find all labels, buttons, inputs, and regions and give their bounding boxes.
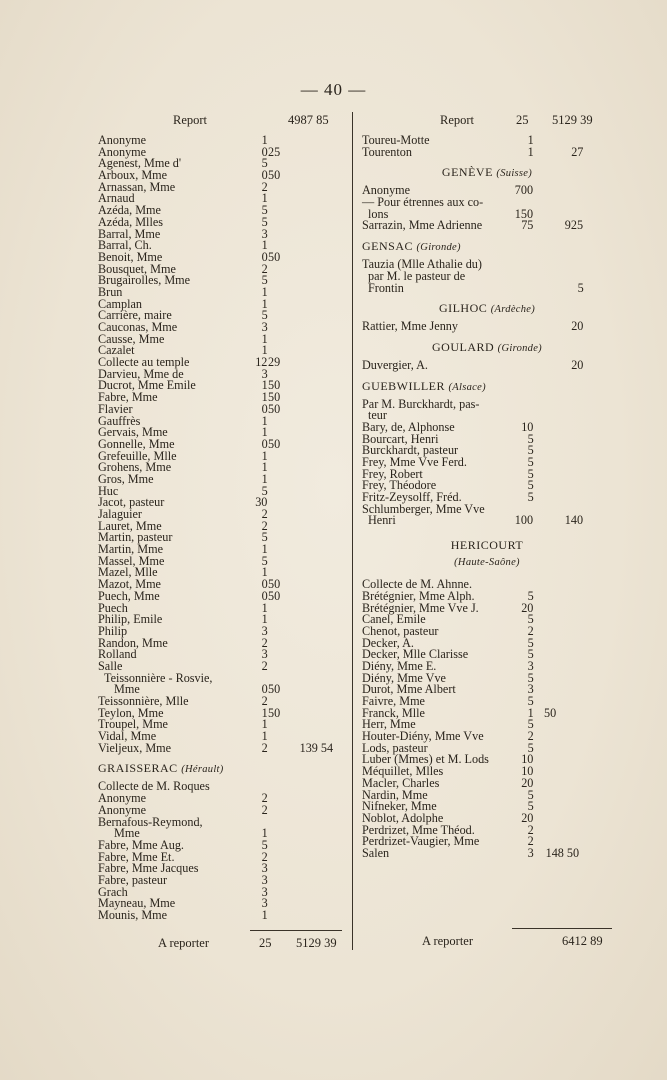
donor-name: Arboux, Mme: [98, 168, 168, 183]
left-column: [98, 113, 346, 922]
amount-francs: 3: [261, 884, 268, 899]
section-total: 140: [564, 513, 584, 528]
donor-name: Chenot, pasteur: [362, 623, 439, 638]
donor-name: Benoit, Mme: [98, 249, 163, 264]
amount-francs: 5: [261, 483, 268, 498]
donor-name: Bousquet, Mme: [98, 261, 176, 276]
donor-name: Bourcart, Henri: [362, 431, 439, 446]
donor-name: Arnassan, Mme: [98, 179, 176, 194]
donor-name: Causse, Mme: [98, 331, 165, 346]
amount-francs: 5: [527, 455, 534, 469]
donor-name: Anonyme: [98, 791, 147, 806]
amount-francs: 2: [527, 822, 534, 837]
list-item: [362, 396, 612, 411]
donor-name: Fabre, Mme: [98, 390, 158, 405]
donor-name: Azéda, Mlles: [98, 214, 163, 229]
donor-name: Tauzia (Mlle Athalie du): [362, 257, 482, 272]
donor-name: Diény, Mme E.: [362, 658, 437, 673]
donor-name: Philip, Emile: [98, 612, 163, 627]
amount-francs: 5: [527, 670, 534, 685]
amount-francs: 1: [261, 191, 268, 206]
section-heading: [362, 165, 612, 179]
amount-francs: 5: [261, 553, 268, 568]
list-item: [362, 144, 612, 159]
list-item: [98, 614, 346, 626]
donor-name: Arnaud: [98, 191, 135, 206]
donor-name: Carrière, maire: [98, 308, 172, 323]
donor-list: [98, 135, 346, 922]
donor-name: Salle: [98, 658, 123, 673]
amount-francs: 2: [261, 694, 268, 708]
amount-francs: 5: [527, 740, 534, 755]
donor-name: Schlumberger, Mme Vve: [362, 501, 485, 516]
donor-name: Decker, Mlle Clarisse: [362, 647, 469, 662]
section-heading: [362, 379, 612, 393]
donor-name: Lods, pasteur: [362, 740, 428, 755]
donor-name: Vidal, Mme: [98, 729, 157, 744]
amount-cents: 50: [544, 705, 557, 720]
list-item: [98, 471, 346, 486]
amount-francs: 3: [527, 658, 534, 673]
section-title: GILHOC: [438, 301, 491, 316]
amount-cents: 50: [268, 249, 281, 264]
donor-name: Gonnelle, Mme: [98, 436, 175, 451]
amount-francs: 0: [261, 168, 268, 183]
donor-name: Frontin: [368, 280, 404, 295]
donor-name: Salen: [362, 845, 390, 860]
donor-name: Fabre, Mme Jacques: [98, 861, 199, 876]
donor-name: Cazalet: [98, 343, 135, 358]
amount-francs: 75: [521, 218, 534, 233]
amount-francs: 5: [527, 612, 534, 627]
donor-name: Jalaguier: [98, 507, 142, 521]
amount-francs: 1: [261, 908, 268, 922]
donor-name: Mme: [114, 826, 140, 841]
amount-francs: 5: [527, 466, 534, 481]
donor-name: Durot, Mme Albert: [362, 682, 456, 697]
amount-francs: 150: [514, 206, 534, 221]
amount-francs: 1: [261, 826, 268, 841]
section-total: 20: [571, 357, 584, 372]
donor-name: Nardin, Mme: [362, 787, 428, 802]
amount-francs: 10: [521, 764, 534, 779]
list-item: [98, 179, 346, 194]
amount-francs: 3: [261, 366, 268, 381]
donor-name: Grohens, Mme: [98, 460, 172, 475]
donor-name: Fabre, pasteur: [98, 872, 168, 887]
amount-francs: 3: [261, 623, 268, 638]
amount-francs: 12: [255, 355, 268, 370]
amount-francs: 1: [527, 705, 534, 720]
donor-name: Fabre, Mme Aug.: [98, 837, 184, 852]
amount-francs: 3: [261, 872, 268, 887]
amount-francs: 1: [261, 600, 268, 615]
amount-francs: 1: [261, 238, 268, 253]
amount-francs: 30: [255, 495, 268, 510]
amount-francs: 1: [261, 717, 268, 732]
amount-francs: 5: [527, 443, 534, 458]
report-line: [98, 113, 346, 129]
donor-name: Houter-Diény, Mme Vve: [362, 729, 484, 744]
list-item: [362, 845, 612, 860]
donor-list: [362, 135, 612, 860]
amount-cents: 50: [268, 401, 281, 416]
donor-name: Brétégnier, Mme Vve J.: [362, 600, 479, 615]
section-total: 139 54: [299, 740, 334, 755]
donor-name: Martin, Mme: [98, 542, 163, 557]
amount-francs: 1: [261, 284, 268, 299]
amount-francs: 5: [527, 635, 534, 650]
amount-francs: 1: [261, 448, 268, 463]
amount-francs: 1: [261, 425, 268, 440]
amount-francs: 1: [261, 460, 268, 475]
donor-name: Gros, Mme: [98, 471, 154, 486]
section-title: GENSAC: [362, 239, 417, 254]
list-item: [98, 588, 346, 603]
column-divider: [352, 112, 353, 950]
page-number: — 40 —: [300, 80, 367, 99]
amount-francs: 2: [261, 658, 268, 673]
amount-francs: 3: [261, 320, 268, 334]
amount-francs: 5: [261, 530, 268, 545]
donor-name: Tourenton: [362, 144, 412, 159]
amount-francs: 1: [261, 471, 268, 486]
donor-name: Mazel, Mlle: [98, 565, 158, 580]
total-rule: [250, 930, 342, 931]
donor-name: Gauffrès: [98, 413, 141, 428]
donor-name: Franck, Mlle: [362, 705, 425, 720]
list-item: [362, 357, 612, 372]
list-item: [362, 321, 612, 333]
amount-francs: 2: [261, 802, 268, 817]
amount-francs: 3: [261, 226, 268, 241]
donor-name: Cauconas, Mme: [98, 320, 178, 334]
amount-francs: 10: [521, 752, 534, 767]
amount-francs: 5: [261, 837, 268, 852]
report-label: Report: [173, 113, 208, 127]
section-heading: [98, 761, 346, 775]
amount-francs: 0: [261, 588, 268, 603]
donor-name: Barral, Ch.: [98, 238, 152, 253]
donor-name: teur: [368, 408, 387, 423]
amount-cents: 50: [268, 390, 281, 405]
donor-name: Agenest, Mme d': [98, 156, 182, 171]
section-region: (Gironde): [416, 242, 461, 254]
amount-francs: 0: [261, 144, 268, 159]
list-item: [98, 649, 346, 661]
donor-name: Huc: [98, 483, 119, 498]
amount-cents: 50: [268, 577, 281, 592]
donor-name: Luber (Mmes) et M. Lods: [362, 752, 489, 767]
donor-name: Perdrizet, Mme Théod.: [362, 822, 475, 837]
donor-name: Barral, Mme: [98, 226, 161, 241]
amount-cents: 29: [268, 355, 281, 370]
donor-name: Frey, Robert: [362, 466, 423, 481]
section-heading: [362, 340, 612, 354]
donor-name: Lauret, Mme: [98, 518, 162, 533]
donor-name: Herr, Mme: [362, 717, 416, 732]
donor-name: Nifneker, Mme: [362, 799, 437, 814]
donor-name: Frey, Mme Vve Ferd.: [362, 455, 467, 469]
amount-francs: 2: [527, 729, 534, 744]
amount-francs: 1: [261, 413, 268, 428]
amount-francs: 5: [261, 308, 268, 323]
amount-francs: 5: [527, 799, 534, 814]
amount-francs: 5: [527, 694, 534, 708]
amount-francs: 2: [261, 261, 268, 276]
amount-francs: 5: [527, 588, 534, 603]
reporter-label: A reporter: [422, 934, 474, 948]
donor-name: Anonyme: [98, 802, 147, 817]
section-region: (Suisse): [496, 168, 533, 180]
amount-francs: 3: [527, 682, 534, 697]
amount-francs: 3: [261, 861, 268, 876]
amount-francs: 1: [261, 378, 268, 393]
donor-name: Burckhardt, pasteur: [362, 443, 459, 458]
donor-name: Azéda, Mme: [98, 203, 161, 218]
section-title: GENÈVE: [441, 165, 497, 180]
section-total: 148 50: [545, 845, 580, 860]
amount-francs: 5: [527, 431, 534, 446]
reporter-total: 6412 89: [562, 934, 603, 948]
donor-name: Toureu-Motte: [362, 133, 430, 147]
report-total: 4987 85: [288, 113, 329, 127]
amount-francs: 3: [261, 647, 268, 662]
donor-name: Gervais, Mme: [98, 425, 168, 440]
list-item: [98, 392, 346, 404]
section-total: 20: [571, 319, 584, 334]
donor-name: Flavier: [98, 401, 133, 416]
total-rule: [512, 928, 612, 929]
amount-francs: 1: [261, 331, 268, 346]
amount-francs: 1: [261, 296, 268, 311]
donor-name: Grefeuille, Mlle: [98, 448, 177, 463]
amount-francs: 1: [527, 144, 534, 159]
donor-name: Faivre, Mme: [362, 694, 425, 708]
donor-name: Puech, Mme: [98, 588, 160, 603]
amount-francs: 2: [261, 791, 268, 806]
donor-name: Puech: [98, 600, 128, 615]
donor-name: Bernafous-Reymond,: [98, 814, 203, 829]
amount-francs: 0: [261, 682, 268, 697]
list-item: [98, 275, 346, 287]
report-label: Report: [440, 113, 475, 127]
donor-name: Mazot, Mme: [98, 577, 161, 592]
amount-francs: 5: [261, 156, 268, 171]
donor-name: Rolland: [98, 647, 137, 662]
donor-name: Méquillet, Mlles: [362, 764, 444, 779]
donor-name: Noblot, Adolphe: [362, 810, 444, 825]
amount-francs: 5: [261, 273, 268, 288]
section-region: (Alsace): [448, 381, 486, 393]
donor-name: Fabre, Mme Et.: [98, 849, 175, 864]
right-column: [362, 113, 612, 860]
section-region: (Ardèche): [490, 304, 536, 316]
section-region: (Hérault): [181, 764, 224, 776]
donor-name: Par M. Burckhardt, pas-: [362, 396, 480, 411]
amount-francs: 20: [521, 775, 534, 790]
amount-francs: 0: [261, 577, 268, 592]
amount-francs: 2: [261, 507, 268, 521]
list-item: [362, 220, 612, 232]
amount-cents: 25: [268, 144, 281, 159]
list-item: [98, 910, 346, 922]
donor-name: Collecte de M. Roques: [98, 779, 210, 794]
donor-name: Darvieu, Mme de: [98, 366, 184, 381]
amount-francs: 2: [261, 179, 268, 194]
donor-name: Fritz-Zeysolff, Fréd.: [362, 490, 462, 505]
donor-name: Philip: [98, 623, 128, 638]
donor-name: Bary, de, Alphonse: [362, 419, 455, 434]
donor-name: Brétégnier, Mme Alph.: [362, 588, 475, 603]
donor-name: Anonyme: [98, 133, 147, 147]
donor-name: Troupel, Mme: [98, 717, 168, 732]
donor-name: Rattier, Mme Jenny: [362, 319, 458, 334]
list-item: [362, 515, 612, 527]
amount-francs: 2: [527, 834, 534, 849]
list-item: [98, 872, 346, 887]
amount-francs: 0: [261, 401, 268, 416]
donor-name: Diény, Mme Vve: [362, 670, 446, 685]
amount-francs: 3: [261, 896, 268, 911]
list-item: [362, 280, 612, 295]
amount-francs: 20: [521, 600, 534, 615]
amount-francs: 5: [527, 787, 534, 802]
amount-francs: 0: [261, 436, 268, 451]
amount-francs: 1: [261, 390, 268, 405]
donor-name: Decker, A.: [362, 635, 414, 650]
section-total: 925: [564, 218, 584, 233]
amount-francs: 1: [261, 729, 268, 744]
section-total: 27: [571, 144, 584, 159]
section-title: HERICOURT: [450, 538, 524, 553]
donor-name: Collecte de M. Ahnne.: [362, 577, 473, 592]
donor-name: Canel, Emile: [362, 612, 426, 627]
list-item: [98, 331, 346, 346]
donor-name: Sarrazin, Mme Adrienne: [362, 218, 483, 233]
donor-name: Mounis, Mme: [98, 908, 168, 922]
amount-cents: 50: [268, 168, 281, 183]
donor-name: Grach: [98, 884, 128, 899]
amount-cents: 50: [268, 588, 281, 603]
amount-cents: 50: [268, 436, 281, 451]
reporter-total: 5129 39: [296, 936, 337, 950]
amount-francs: 20: [521, 810, 534, 825]
list-item: [98, 740, 346, 755]
amount-francs: 3: [527, 845, 534, 860]
report-total: 5129 39: [552, 113, 593, 127]
amount-francs: 5: [527, 490, 534, 505]
donor-name: Jacot, pasteur: [98, 495, 165, 510]
donor-name: par M. le pasteur de: [368, 268, 466, 283]
donor-name: Brugairolles, Mme: [98, 273, 191, 288]
amount-cents: 50: [268, 378, 281, 393]
donor-name: Brun: [98, 284, 123, 299]
section-heading: [362, 537, 612, 571]
report-amount: 25: [516, 113, 529, 127]
donor-name: Ducrot, Mme Emile: [98, 378, 196, 393]
amount-francs: 1: [261, 705, 268, 720]
amount-francs: 1: [261, 343, 268, 358]
donor-name: Anonyme: [362, 183, 411, 198]
donor-name: Randon, Mme: [98, 635, 168, 650]
donor-name: Teylon, Mme: [98, 705, 164, 720]
amount-francs: 1: [261, 612, 268, 627]
donor-name: Duvergier, A.: [362, 357, 428, 372]
donor-name: lons: [368, 206, 389, 221]
amount-francs: 2: [261, 518, 268, 533]
section-region: (Gironde): [497, 342, 542, 354]
donor-name: Anonyme: [98, 144, 147, 159]
section-heading: [362, 239, 612, 253]
amount-francs: 100: [514, 513, 534, 528]
amount-francs: 1: [261, 133, 268, 147]
list-item: [362, 197, 612, 209]
reporter-amount: 25: [259, 936, 272, 950]
donor-name: Martin, pasteur: [98, 530, 173, 545]
donor-name: — Pour étrennes aux co-: [362, 195, 484, 210]
amount-francs: 2: [261, 849, 268, 864]
amount-francs: 5: [527, 478, 534, 493]
amount-francs: 5: [527, 647, 534, 662]
donor-name: Mme: [114, 682, 140, 697]
donor-name: Vieljeux, Mme: [98, 740, 172, 755]
donor-name: Massel, Mme: [98, 553, 165, 568]
amount-francs: 1: [527, 133, 534, 147]
donor-name: Collecte au temple: [98, 355, 190, 370]
section-total: 5: [577, 280, 584, 295]
amount-cents: 50: [268, 682, 281, 697]
amount-francs: 700: [514, 183, 534, 198]
amount-francs: 5: [527, 717, 534, 732]
amount-francs: 2: [261, 635, 268, 650]
donor-name: Camplan: [98, 296, 143, 311]
amount-francs: 10: [521, 419, 534, 434]
section-title: GUEBWILLER: [362, 378, 449, 393]
donor-name: Frey, Théodore: [362, 478, 437, 493]
report-line: [362, 113, 612, 129]
donor-name: Teissonnière, Mlle: [98, 694, 189, 708]
section-title: GOULARD: [432, 339, 498, 354]
amount-francs: 1: [261, 565, 268, 580]
donor-name: Perdrizet-Vaugier, Mme: [362, 834, 480, 849]
amount-cents: 50: [268, 705, 281, 720]
donor-name: Macler, Charles: [362, 775, 440, 790]
donor-name: Teissonnière - Rosvie,: [104, 670, 213, 685]
reporter-label: A reporter: [158, 936, 210, 950]
section-heading: [362, 301, 612, 315]
amount-francs: 2: [527, 623, 534, 638]
amount-francs: 1: [261, 542, 268, 557]
amount-francs: 0: [261, 249, 268, 264]
amount-francs: 5: [261, 214, 268, 229]
amount-francs: 5: [261, 203, 268, 218]
donor-name: Henri: [368, 513, 396, 528]
donor-name: Mayneau, Mme: [98, 896, 176, 911]
section-title: GRAISSERAC: [98, 761, 182, 776]
amount-francs: 2: [261, 740, 268, 755]
section-region: (Haute-Saône): [454, 557, 520, 569]
